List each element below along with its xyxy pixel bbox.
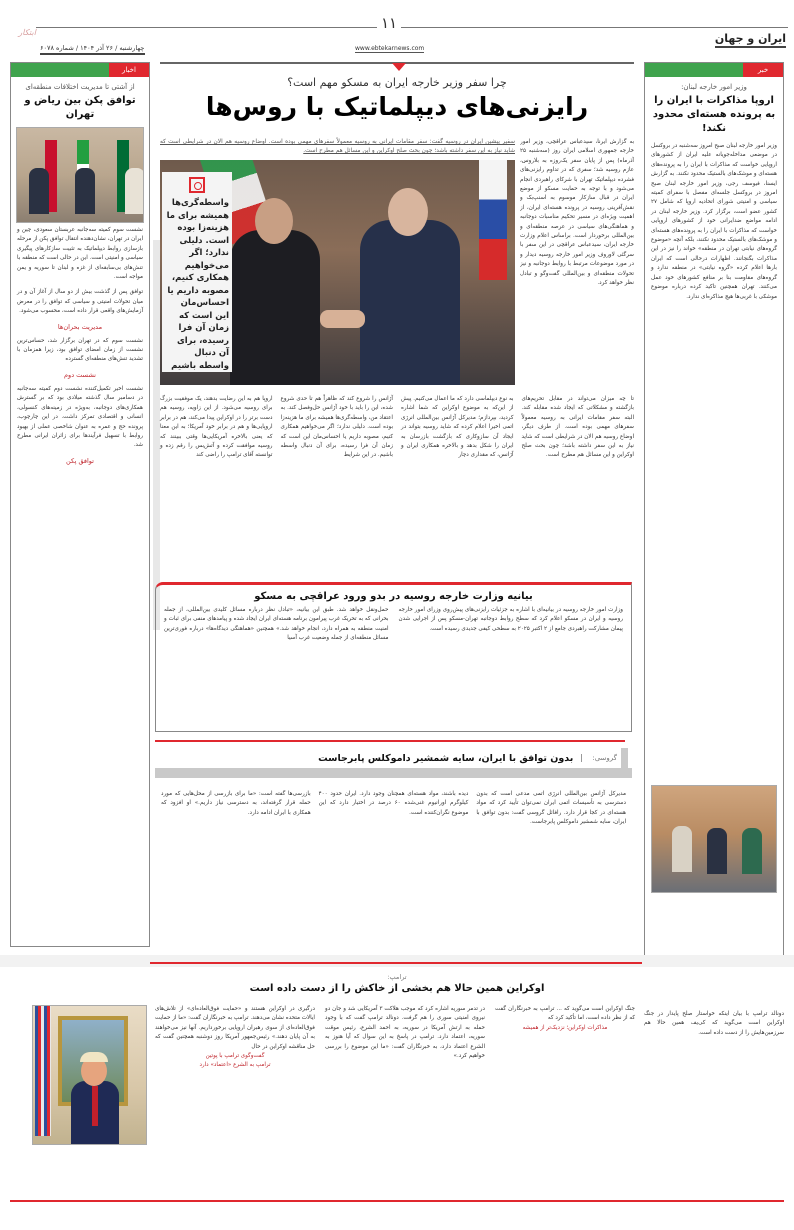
russian-mfa-statement-box xyxy=(155,582,632,732)
handshake xyxy=(320,310,365,328)
photo-figure-lavrov xyxy=(360,220,460,385)
photo-face xyxy=(388,188,428,236)
page-bottom-rule xyxy=(10,1200,784,1202)
signing-ceremony-photo xyxy=(16,127,144,223)
photo-figure-araghchi xyxy=(230,230,320,385)
photo-figure xyxy=(742,828,762,874)
main-kicker: چرا سفر وزیر خارجه ایران به مسکو مهم است؟ xyxy=(287,76,507,89)
body-column xyxy=(155,1005,315,1155)
photo-tie xyxy=(92,1086,98,1126)
quote-target-icon xyxy=(189,177,205,193)
tag-bar-green xyxy=(645,63,743,77)
photo-figure xyxy=(125,168,144,214)
sidebar-body-3: نشست سوم که در تهران برگزار شد، حساس‌ترین نشست از زمان امضای توافق بود، زیرا همزمان با تشدید تنش‌های منطقه‌ای گسترده xyxy=(17,337,143,363)
sidebar-body-1: نشست سوم کمیته سه‌جانبه عربستان سعودی، چین و ایران در تهران، نشان‌دهنده انتقال توافق پکن از مرحله بازسازی روابط دیپلماتیک به تثبیت سازکارهای پیگیری سیاسی و امنیتی است. این در حالی است که منطقه با تنش‌های بی‌سابقه‌ای از غزه و لبنان تا سوریه و یمن مواجه است. xyxy=(17,227,143,281)
news-box-beijing-accord xyxy=(10,62,150,947)
body-column: بازرسی‌ها گفته است: «ما برای بازرسی از محل‌هایی که مورد حمله قرار گرفته‌اند، به دسترسی نیاز داریم.» او افزود که همکاری با ایران ادامه دارد. xyxy=(160,791,311,816)
main-body-columns xyxy=(160,395,634,575)
header-grey-band xyxy=(155,768,632,778)
statement-title[interactable]: بیانیه وزارت خارجه روسیه در بدو ورود عراقچی به مسکو xyxy=(254,591,533,602)
main-headline[interactable]: رایزنی‌های دیپلماتیک با روس‌ها xyxy=(205,92,589,121)
trump-title[interactable]: اوکراین همین حالا هم بخشی از خاکش را از دست داده است xyxy=(249,983,545,994)
grossi-header-bar xyxy=(155,748,632,784)
section-divider-red xyxy=(150,962,642,964)
red-triangle-marker xyxy=(392,63,406,71)
pullquote-strip xyxy=(153,240,160,630)
body-column: به نوع دیپلماسی دارد که ما اعمال می‌کنیم. پیش از این‌که به موضوع اوکراین که شما اشاره کردید، بپردازم؛ مدیرکل آژانس بین‌المللی انرژی اتمی اخیرا اعلام کرده که شاید روسیه بتواند در ایجاد آن سازوکاری که بازگشت بازرسان به ایران را شکل بدهد و بالاخره همکاری ایران و آژانس، که مقداری دچار xyxy=(401,396,514,459)
issue-date: چهارشنبه / ۲۶ آذر ۱۴۰۴ / شماره ۶۰۷۸ xyxy=(40,44,145,55)
trump-subhead: مذاکرات اوکراین؛ نزدیک‌تر از همیشه xyxy=(522,1024,608,1031)
photo-figure xyxy=(672,826,692,872)
pull-quote-box xyxy=(162,172,232,372)
body-column: دیده باشند، مواد هسته‌ای همچنان وجود دارد. ایران حدود ۴۰۰ کیلوگرم اورانیوم غنی‌شده ۶۰ درصد در اختیار دارد که این موضوع نگران‌کننده است. xyxy=(318,791,469,816)
trump-subhead: ترامپ به الشرع «اعتماد» دارد xyxy=(199,1062,271,1069)
news-box-lebanon xyxy=(644,62,784,967)
body-column: اروپا هم به این رضایت بدهند، یک موفقیت بزرگ برای روسیه می‌شود. از این زاویه، روسیه هم دست برتر را در اوکراین پیدا می‌کند، هم در برابر اروپایی‌ها و هم در برابر خود آمریکا؛ به این معنا که یعنی بالاخره آمریکایی‌ها وقتی ببینند که روسیه موافقت کرده و آتش‌بس را رقم زده و توانسته آقای ترامپ را راضی کند xyxy=(160,396,273,459)
right-sidebar xyxy=(644,62,784,1222)
body-text: جنگ اوکراین است می‌گوید که ... ترامپ به خبرنگاران گفت که از نظر داده است، اما تأکید کرد که xyxy=(495,1006,635,1022)
masthead-rule xyxy=(36,27,788,28)
news-tag: اخبار xyxy=(109,63,149,77)
body-text: درگیری در اوکراین هستند و «حمایت فوق‌العاده‌ای» از تلاش‌های ایالات متحده نشان می‌دهند. ترامپ به خبرنگاران گفت: «ما از حمایت فوق‌العاده‌ای از سوی رهبران اروپایی برخورداریم. آنها نیز می‌خواهند به آن پایان دهند.» رئیس‌جمهور آمریکا روز دوشنبه همچنین گفت که حل مناقشه اوکراین در حال xyxy=(155,1006,315,1050)
photo-hair xyxy=(80,1052,108,1062)
trump-kicker: ترامپ: xyxy=(387,973,407,981)
page-grey-band xyxy=(0,955,794,967)
section-title: ایران و جهان xyxy=(715,32,786,48)
body-column xyxy=(325,1005,485,1155)
masthead xyxy=(0,0,794,60)
sidebar-kicker: وزیر امور خارجه لبنان: xyxy=(681,83,747,91)
flag-russia xyxy=(479,160,507,280)
sidebar-subhead: توافق پکن xyxy=(66,456,94,465)
eu-meeting-photo xyxy=(651,785,777,893)
page-number: ۱۱ xyxy=(377,14,401,32)
tag-bar-green xyxy=(11,63,109,77)
news-tag-bar xyxy=(11,63,149,77)
photo-flags xyxy=(35,1006,51,1136)
statement-columns xyxy=(156,602,631,648)
grossi-title[interactable]: بدون توافق با ایران، سایه شمشیر داموکلس پابرجاست xyxy=(318,752,574,764)
trump-photo xyxy=(32,1005,147,1145)
sidebar-kicker: از آشتی تا مدیریت اختلافات منطقه‌ای xyxy=(25,83,135,91)
sidebar-body-2: توافق پس از گذشت بیش از دو سال از آغاز آن و در میان تحولات امنیتی و سیاسی که توافق را در معرض آزمایش‌های واقعی قرار داده است، محسوب می‌شود. xyxy=(17,289,143,315)
body-column: تا چه میزان می‌تواند در مقابل تحریم‌های بازگشته و مشکلاتی که ایجاد شده مقابله کند. البته سفر مقامات ایرانی به روسیه معمولاً سفرهای مهمی بوده است. از طرف دیگر، اوضاع روسیه هم الان در شرایطی است که شاید نیاز به این سفر داشته باشد؛ چون بحث صلح اوکراین و این مسائل هم مطرح است. xyxy=(521,396,634,459)
photo-face xyxy=(255,198,293,244)
trump-body-columns xyxy=(155,1005,485,1155)
sidebar-body-4: نشست اخیر تکمیل‌کننده نشست دوم کمیته سه‌جانبه در دسامبر سال گذشته میلادی بود که بر گسترش همکاری‌های دوجانبه، به‌ویژه در زمینه‌های کنسولی، انسانی و اقتصادی تمرکز داشت. در این چارچوب، پرونده حج و عمره به عنوان شاخصی عملی از بهبود روابط با تسهیل فرآیندها برای زائران ایرانی مطرح شد. xyxy=(17,385,143,449)
body-column: آژانس را شروع کند که ظاهراً هم تا حدی شروع شده، این را باید با خود آژانس حل‌وفصل کند. به اعتقاد من، واسطه‌گری‌ها همیشه برای ما هزینه‌زا بوده است. دلیلی ندارد؛ اگر می‌خواهیم همکاری کنیم، مصوبه داریم یا احساس‌مان این است که زمان آن فرا رسیده، برای آن دنبال واسطه باشیم. در این شرایط xyxy=(280,396,393,459)
sidebar-headline[interactable]: توافق پکن بین ریاض و تهران xyxy=(24,95,136,120)
trump-body-columns-right xyxy=(495,1005,635,1155)
grossi-body-columns xyxy=(155,790,632,950)
newspaper-logo-icon: ابتکار xyxy=(18,28,36,37)
news-tag-bar xyxy=(645,63,783,77)
trump-subhead: گفت‌وگوی ترامپ با پوتین xyxy=(205,1053,265,1060)
body-text: در تدمر سوریه اشاره کرد که موجب هلاکت ۳ آمریکایی شد و جان دو نیروی امنیتی سوری را هم گرفت. دونالد ترامپ گفت که با وجود حمله به ارتش آمریکا در سوریه، به احمد الشرع، رئیس موقت سوریه، اعتماد دارد. ترامپ در پاسخ به این سوال که آیا هنوز به الشرع اعتماد دارد، به خبرنگاران گفت: «ما این موضوع را بررسی خواهیم کرد.» xyxy=(325,1006,485,1060)
photo-figure xyxy=(707,828,727,874)
news-tag: خبر xyxy=(743,63,783,77)
sidebar-headline[interactable]: اروپا مذاکرات با ایران را به پرونده هسته‌ای محدود نکند! xyxy=(652,95,776,134)
body-column xyxy=(495,1005,635,1155)
sidebar-subhead: نشست دوم xyxy=(64,370,96,379)
photo-figure xyxy=(29,168,49,214)
statement-column: وزارت امور خارجه روسیه در بیانیه‌ای با اشاره به جزئیات رایزنی‌های پیش‌روی وزرای امور خارجه روسیه و ایران در مسکو اعلام کرد که سطح روابط دوجانبه تهران-مسکو پس از اجرایی شدن پیمان مشارکت راهبردی جامع از ۲ اکتبر ۲۰۲۵ به سطحی کیفی جدیدی رسیده است. xyxy=(398,607,623,632)
main-lead: سفیر پیشین ایران در روسیه گفت: سفر مقامات ایرانی به روسیه معمولاً سفرهای مهمی بوده است. اوضاع روسیه هم الان در شرایطی است که شاید نیاز به این سفر داشته باشد؛ چون بحث صلح اوکراین و این مسائل هم مطرح است. xyxy=(160,139,515,154)
main-intro-column: به گزارش ایرنا، سیدعباس عراقچی، وزیر امور خارجه جمهوری اسلامی ایران روز (سه‌شنبه ۲۵ آذرماه) پس از پایان سفر یک‌روزه به بلاروس، عازم روسیه شد؛ سفری که در تداوم رایزنی‌های فشرده دیپلماتیک تهران با شرکای راهبردی انجام می‌شود و با توجه به حمایت مسکو از موضع ایران در قبال سازکار موسوم به اسنپ‌بک و نقش‌آفرینی روسیه در پرونده هسته‌ای ایران، از اهمیت ویژه‌ای در مسیر تحکیم مناسبات دوجانبه و هماهنگی‌های سیاسی در عرصه منطقه‌ای و بین‌المللی برخوردار است. براساس اعلام وزارت خارجه ایران، سیدعباس عراقچی در این سفر با سرگئی لاوروف وزیر امور خارجه روسیه دیدار و در مورد موضوعات مرتبط با روابط دوجانبه و نیز تحولات منطقه‌ای و بین‌المللی گفت‌وگو و تبادل نظر خواهد کرد. xyxy=(520,139,634,287)
left-sidebar xyxy=(10,62,150,962)
grossi-heading xyxy=(318,748,617,768)
pull-quote-text: واسطه‌گری‌ها همیشه برای ما هزینه‌زا بوده است. دلیلی ندارد؛ اگر می‌خواهیم همکاری کنیم، مصوبه داریم یا احساس‌مان این است که زمان آن فرا رسیده، برای آن دنبال واسطه باشیم xyxy=(166,198,229,371)
photo-figure xyxy=(75,168,95,214)
sidebar-body: وزیر امور خارجه لبنان صبح امروز سه‌شنبه در بروکسل در موضعی مداخله‌جویانه علیه ایران از کشورهای اروپایی خواست که مذاکرات با ایران را به پرونده‌های هسته‌ای و موشک‌های بالستیک محدود نکنند. به گزارش ایسنا، فیوسف رجی، وزیر امور خارجه لبنان صبح امروز در بروکسل جلسه‌ای مفصل با سفرای کمیته سیاسی و امنیتی شورای اتحادیه اروپا که شامل ۲۷ کشور عضو است، برگزار کرد. وزیر خارجه لبنان در ادامه مواضع ضدایرانی خود از کشورهای اروپایی خواست که مذاکرات با ایران را به پرونده‌های هسته‌ای و موشک‌های بالستیک محدود نکنند، بلکه آنچه «موضوع گروه‌های نیابتی تهران در منطقه» خواند را نیز در این مذاکرات بگنجانند. اظهارات درحالی است که ایران بارها اعلام کرده «گروه نیابتی» در منطقه ندارد و گروه‌های مقاومت بنا بر منافع کشورهای خود عمل می‌کنند. تهران همچنین تاکید کرده درباره موضوع موشکی با غربی‌ها هیچ مذاکره‌ای ندارد. xyxy=(651,143,777,300)
site-url[interactable]: www.ebtekarnews.com xyxy=(355,45,425,52)
statement-column: حمل‌ونقل خواهد شد. طبق این بیانیه، «تبادل نظر درباره مسائل کلیدی بین‌المللی، از جمله بحرانی که به تحریک غرب پیرامون برنامه هسته‌ای ایران ایجاد شده و پیامدهای منفی برای ثبات و امنیت منطقه به همراه دارد، انجام خواهد شد.» همچنین «هماهنگی دیدگاه‌ها» درباره فوری‌ترین مسائل منطقه‌ای از جمله وضعیت غرب آسیا xyxy=(164,607,389,642)
grossi-kicker: گروسی: xyxy=(581,754,617,762)
section-divider-red xyxy=(155,740,625,742)
body-column: مدیرکل آژانس بین‌المللی انرژی اتمی مدعی است که بدون دسترسی به تأسیسات اتمی ایران نمی‌توان تأیید کرد که مواد هسته‌ای در کجا قرار دارد. رافائل گروسی گفت: بدون توافق با ایران، سایه شمشیر داموکلس پابرجاست. xyxy=(476,791,626,826)
sidebar-subhead: مدیریت بحران‌ها xyxy=(57,322,103,331)
trump-lead-column: دونالد ترامپ با بیان اینکه خواستار صلح پایدار در جنگ اوکراین است می‌گوید که کی‌یف همین حالا هم سرزمین‌هایش را از دست داده است. xyxy=(644,1011,784,1036)
